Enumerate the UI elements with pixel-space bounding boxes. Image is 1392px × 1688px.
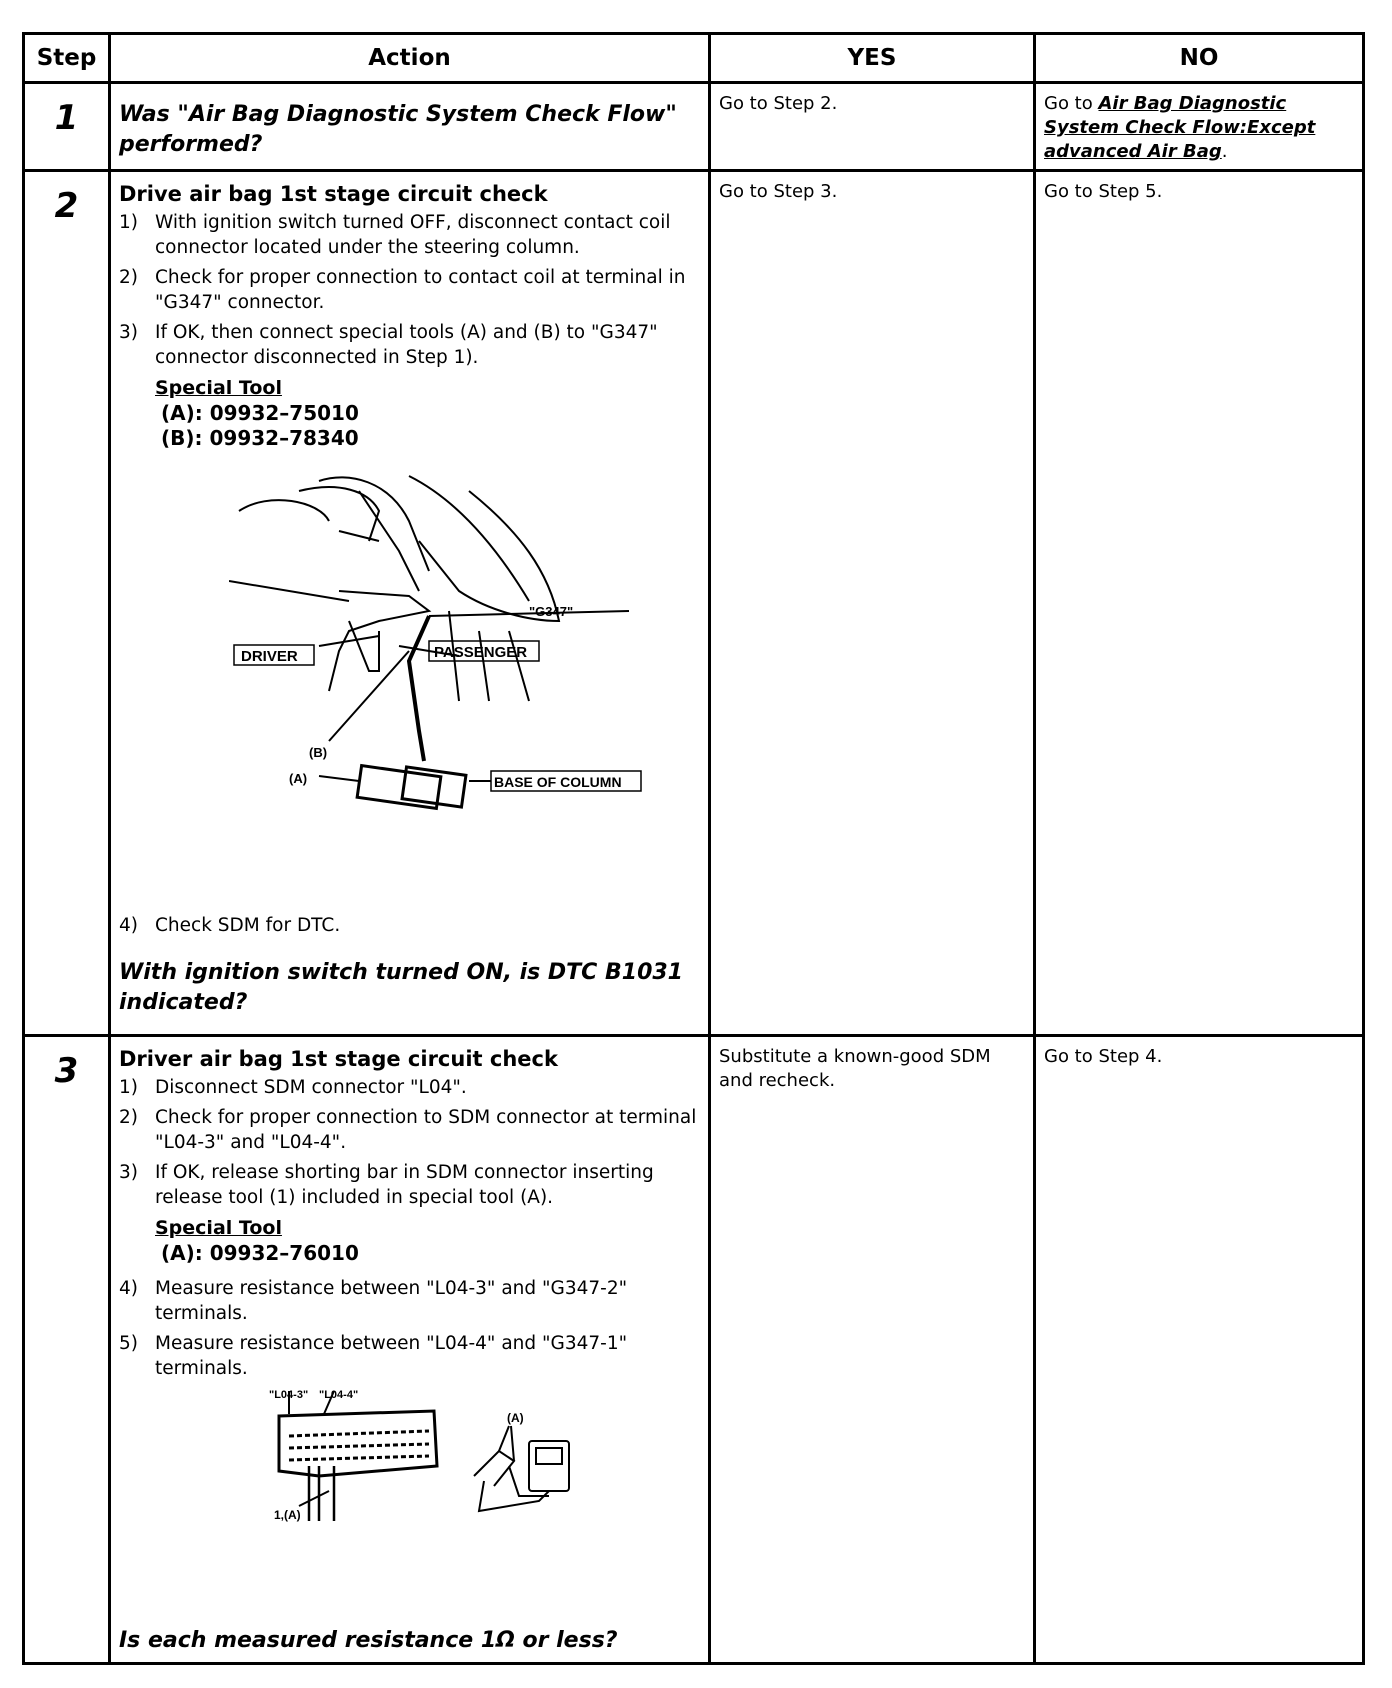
step-title: Driver air bag 1st stage circuit check xyxy=(119,1047,558,1071)
svg-text:PASSENGER: PASSENGER xyxy=(434,644,528,661)
list-item: 1) Disconnect SDM connector "L04". xyxy=(119,1077,467,1098)
step-question: Is each measured resistance 1Ω or less? xyxy=(119,1628,618,1653)
list-item: 3) If OK, then connect special tools (A) and (B) to "G347" connector disconnected in Step 1). xyxy=(119,322,658,368)
header-yes: YES xyxy=(710,34,1035,83)
svg-text:BASE OF COLUMN: BASE OF COLUMN xyxy=(494,774,622,790)
no-cell xyxy=(1035,83,1364,171)
list-item: 2) Check for proper connection to SDM connector at terminal "L04-3" and "L04-4". xyxy=(119,1107,697,1153)
svg-text:(A): (A) xyxy=(289,771,308,786)
list-item: 1) With ignition switch turned OFF, disconnect contact coil connector located under the steering column. xyxy=(119,212,671,258)
step-question: With ignition switch turned ON, is DTC B1031 indicated? xyxy=(119,960,683,1015)
action-cell xyxy=(110,171,710,1036)
diagnostic-table xyxy=(22,32,1365,1665)
yes-cell: Substitute a known-good SDM and recheck. xyxy=(710,1036,1035,1664)
header-no: NO xyxy=(1035,34,1364,83)
steering-column-diagram xyxy=(229,471,649,811)
no-cell: Go to Step 5. xyxy=(1035,171,1364,1036)
special-tool-label: Special Tool xyxy=(155,377,282,399)
yes-cell: Go to Step 3. xyxy=(710,171,1035,1036)
svg-text:DRIVER: DRIVER xyxy=(241,648,298,665)
no-text: Go to xyxy=(1044,93,1099,114)
list-item: 2) Check for proper connection to contact coil at terminal in "G347" connector. xyxy=(119,267,686,313)
list-item: 4) Measure resistance between "L04-3" and "G347-2" terminals. xyxy=(119,1278,628,1324)
tool-number: (A): 09932–76010 xyxy=(161,1241,359,1265)
step-title: Drive air bag 1st stage circuit check xyxy=(119,182,548,206)
table-row xyxy=(24,83,1364,171)
list-item: 3) If OK, release shorting bar in SDM connector inserting release tool (1) included in special tool (A). xyxy=(119,1162,654,1208)
step-number: 1 xyxy=(24,83,110,171)
list-item: 4) Check SDM for DTC. xyxy=(119,915,341,936)
svg-text:"L04-3": "L04-3" xyxy=(269,1389,309,1401)
step-number: 3 xyxy=(24,1036,110,1664)
step-number: 2 xyxy=(24,171,110,1036)
special-tool-label: Special Tool xyxy=(155,1217,282,1239)
table-row xyxy=(24,171,1364,1036)
no-cell: Go to Step 4. xyxy=(1035,1036,1364,1664)
tool-number: (A): 09932–75010 xyxy=(161,401,359,425)
step-question: Was "Air Bag Diagnostic System Check Flow" performed? xyxy=(119,102,677,157)
yes-cell: Go to Step 2. xyxy=(710,83,1035,171)
header-row xyxy=(24,34,1364,83)
action-cell xyxy=(110,1036,710,1664)
svg-text:1,(A): 1,(A) xyxy=(274,1508,301,1522)
tool-number: (B): 09932–78340 xyxy=(161,426,359,450)
svg-text:(B): (B) xyxy=(309,745,328,760)
svg-text:"L04-4": "L04-4" xyxy=(319,1389,359,1401)
header-action: Action xyxy=(110,34,710,83)
svg-text:"G347": "G347" xyxy=(529,604,574,619)
svg-text:(A): (A) xyxy=(507,1411,524,1425)
header-step: Step xyxy=(24,34,110,83)
list-item: 5) Measure resistance between "L04-4" and "G347-1" terminals. xyxy=(119,1333,628,1379)
table-row xyxy=(24,1036,1364,1664)
sdm-connector-diagram xyxy=(249,1386,589,1526)
check-flow-link[interactable]: Air Bag Diagnostic System Check Flow:Except advanced Air Bag xyxy=(1044,93,1316,162)
no-suffix: . xyxy=(1221,141,1228,162)
